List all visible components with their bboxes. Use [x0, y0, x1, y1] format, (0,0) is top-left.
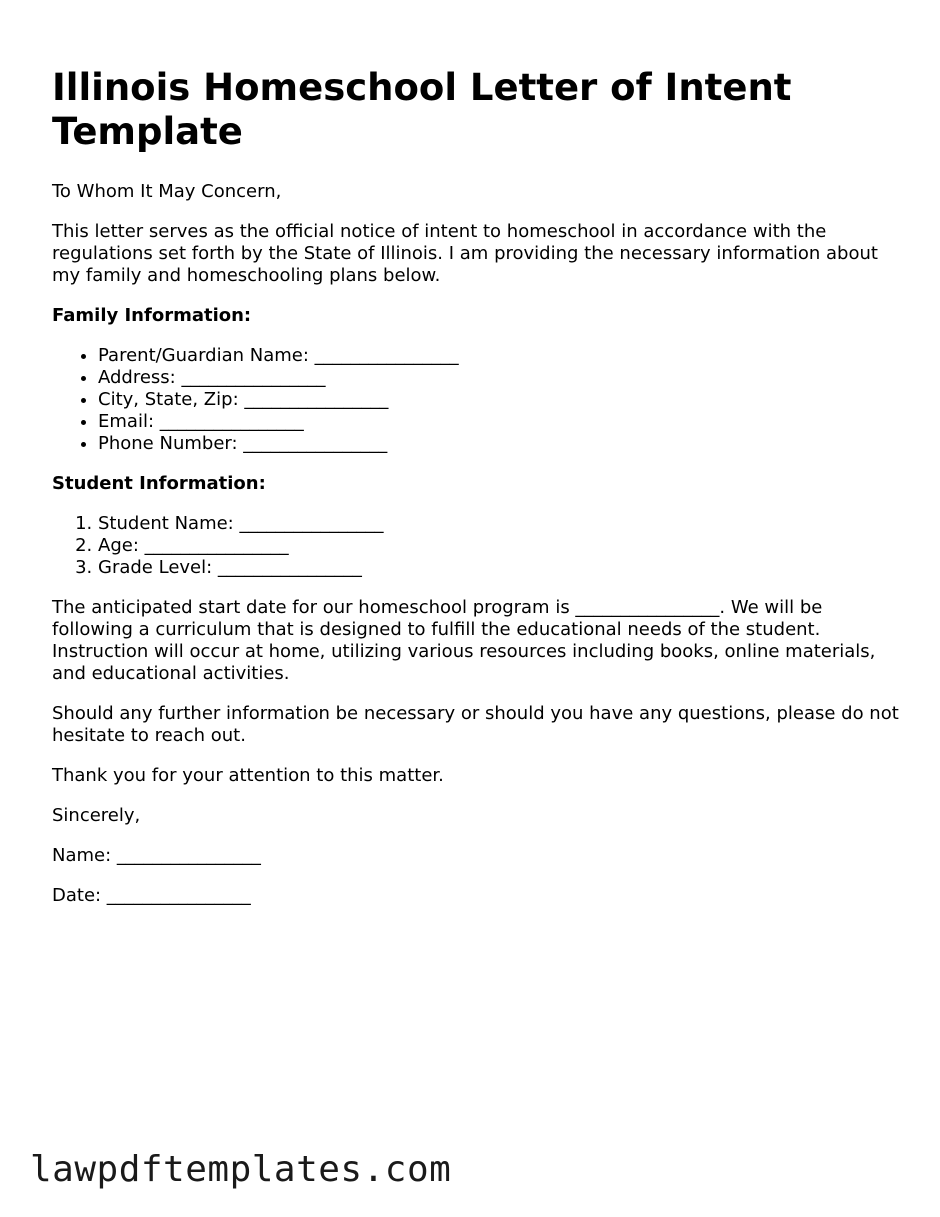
- intro-paragraph: This letter serves as the official notice of intent to homeschool in accordance with the regulations set forth by the State of Illinois. I am providing the necessary information about my family and homeschooling plans below.: [52, 221, 878, 286]
- family-information-heading: Family Information:: [52, 305, 252, 326]
- list-item-parent-guardian-name: • Parent/Guardian Name: ________________: [98, 345, 902, 367]
- signature-name-line: Name: ________________: [52, 845, 261, 866]
- list-item-email: • Email: ________________: [98, 411, 902, 433]
- list-item-address: • Address: ________________: [98, 367, 902, 389]
- student-information-heading: Student Information:: [52, 473, 266, 494]
- list-item-grade-level: 3. Grade Level: ________________: [98, 557, 902, 579]
- page-title: Illinois Homeschool Letter of Intent Template: [52, 66, 792, 153]
- footer-watermark: lawpdftemplates.com: [30, 1149, 452, 1190]
- family-information-list: [52, 345, 902, 455]
- list-item-age: 2. Age: ________________: [98, 535, 902, 557]
- salutation: To Whom It May Concern,: [52, 181, 282, 202]
- list-item-student-name: 1. Student Name: ________________: [98, 513, 902, 535]
- signature-date-line: Date: ________________: [52, 885, 251, 906]
- student-information-list: [52, 513, 902, 579]
- closing: Sincerely,: [52, 805, 141, 826]
- letter-page: [52, 66, 902, 925]
- thanks-paragraph: Thank you for your attention to this matter.: [52, 765, 444, 786]
- list-item-city-state-zip: • City, State, Zip: ________________: [98, 389, 902, 411]
- program-paragraph: The anticipated start date for our homeschool program is ________________. We will be following a curriculum that is designed to fulfill the educational needs of the student. Instruction will occur at home, utilizing various resources including books, online materials, and educational activities.: [52, 597, 876, 684]
- further-information-paragraph: Should any further information be necessary or should you have any questions, please do not hesitate to reach out.: [52, 703, 899, 746]
- list-item-phone-number: • Phone Number: ________________: [98, 433, 902, 455]
